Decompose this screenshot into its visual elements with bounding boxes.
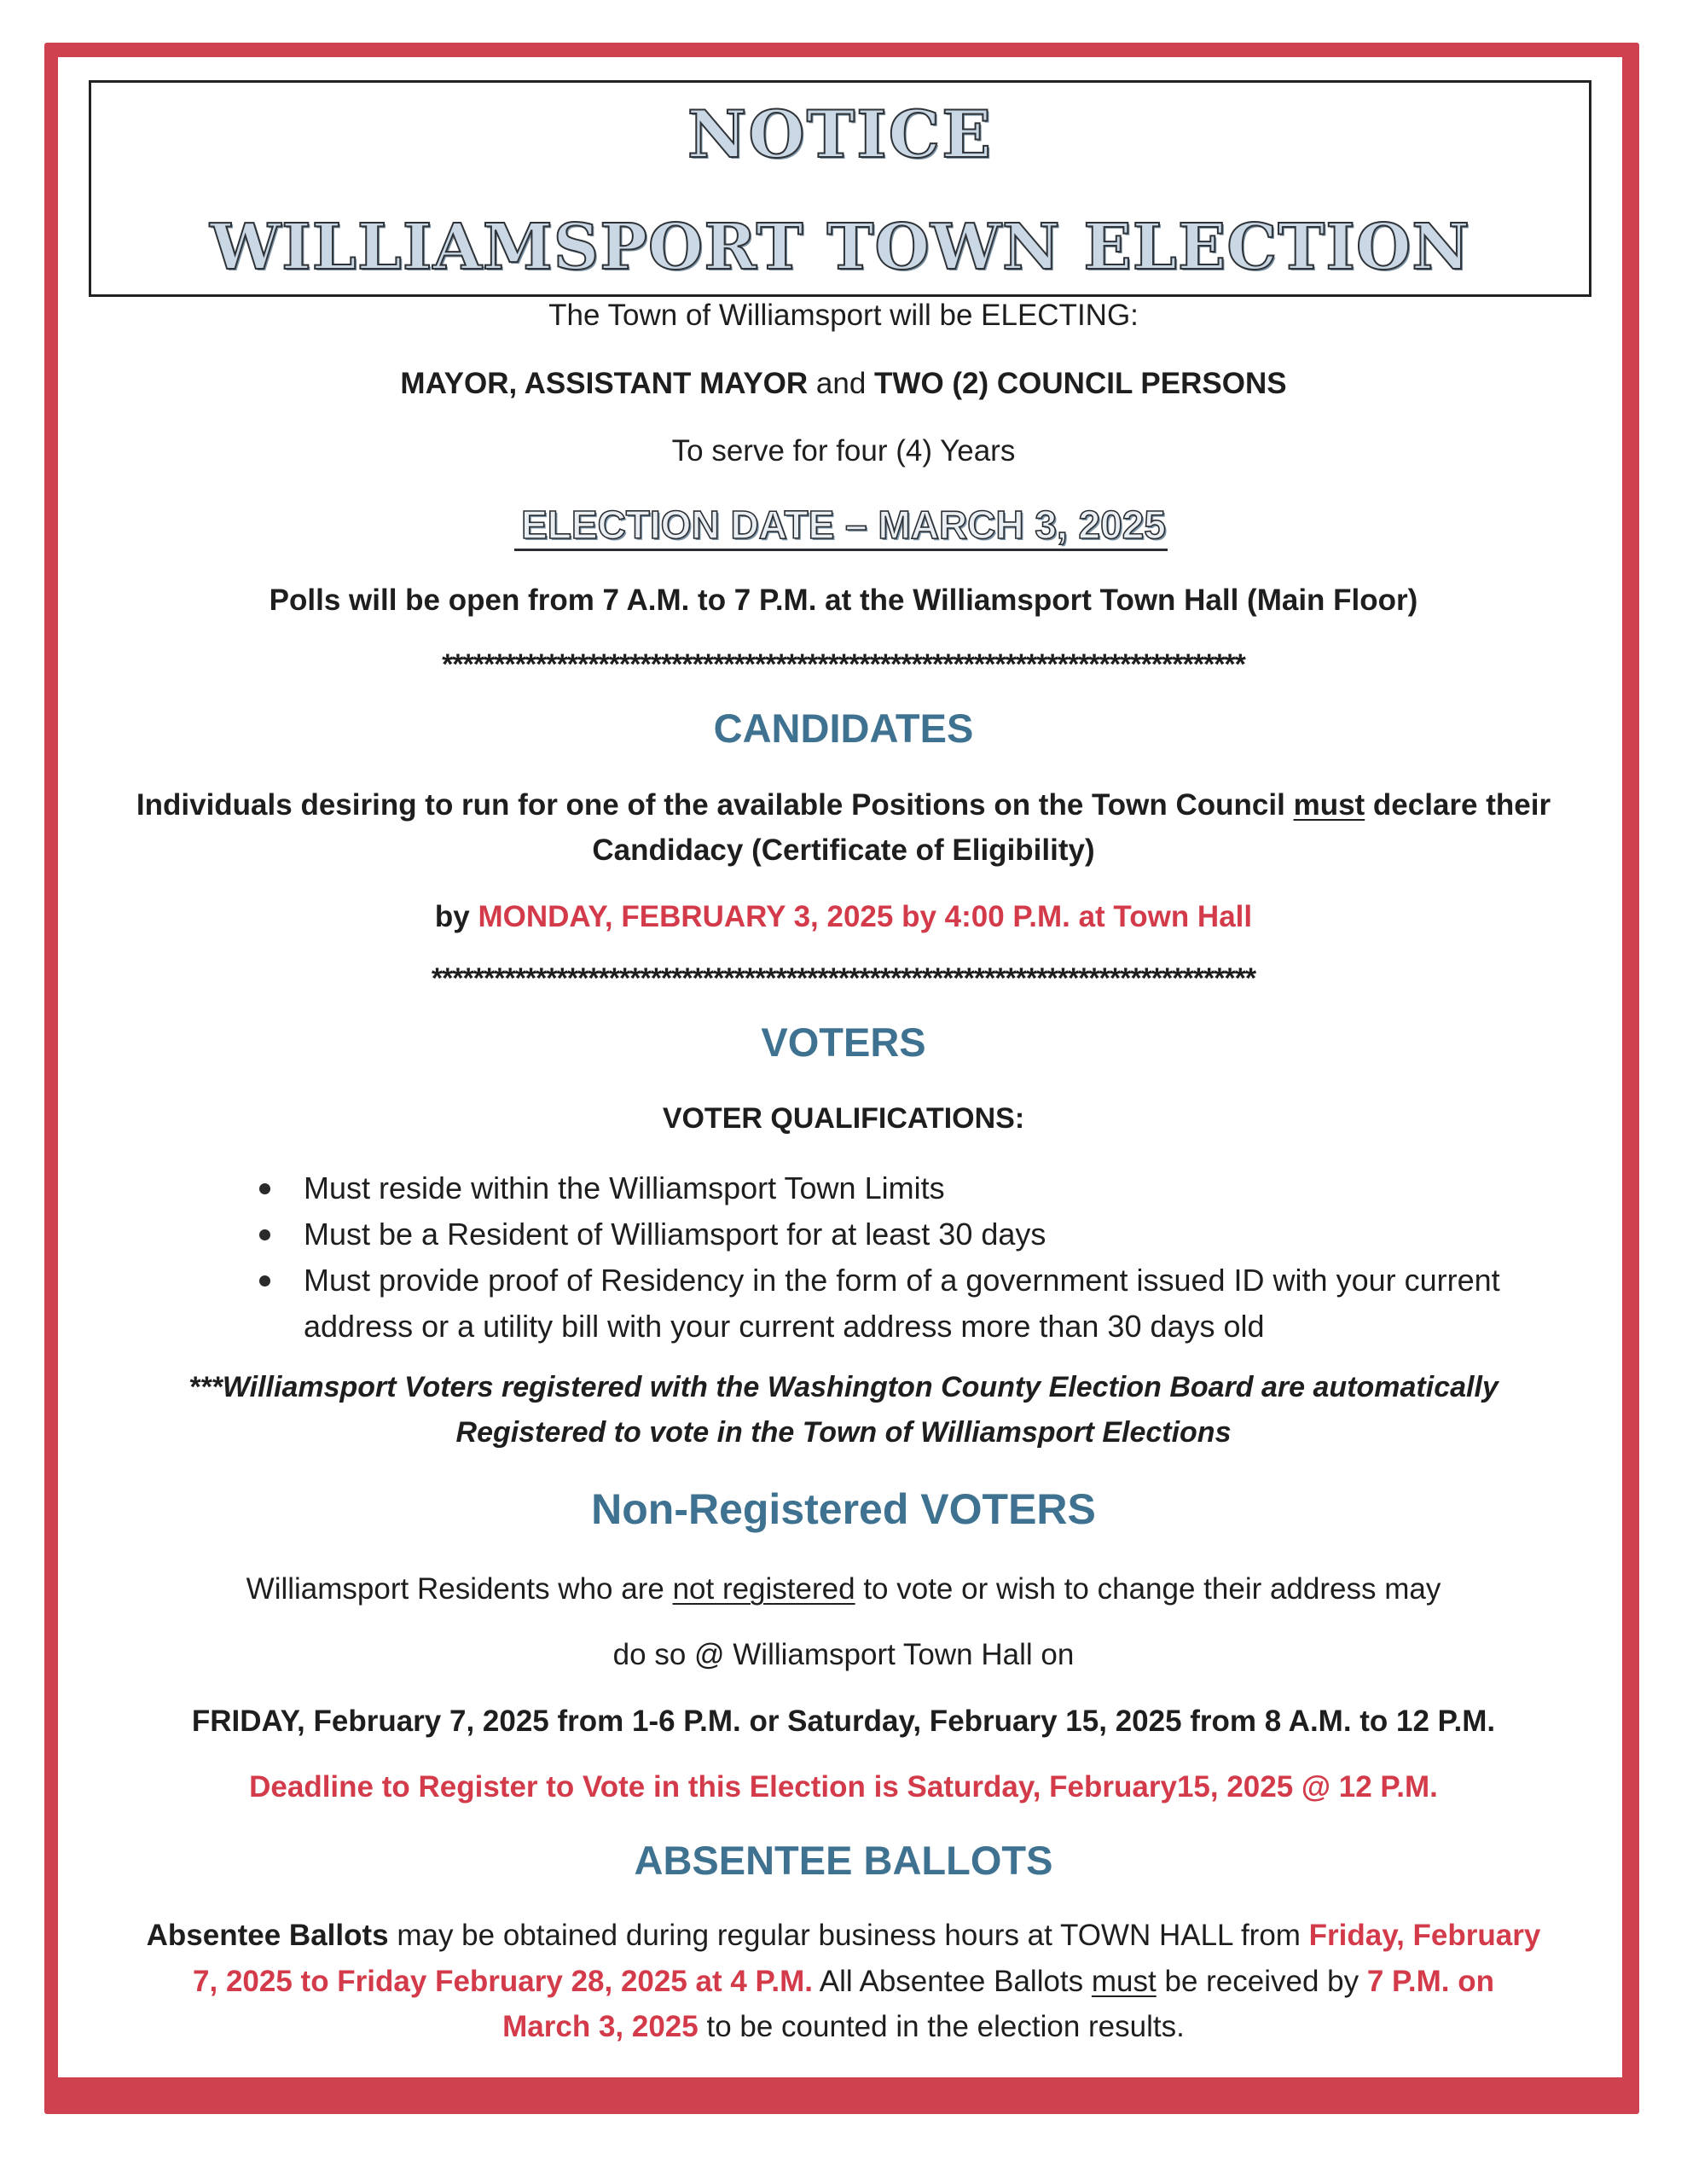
bullet-icon [259, 1229, 270, 1240]
list-item [256, 1258, 1569, 1350]
title-box [89, 80, 1591, 297]
registration-dates: FRIDAY, February 7, 2025 from 1-6 P.M. or Saturday, February 15, 2025 from 8 A.M. to 12 P.M. [191, 1705, 1496, 1738]
absentee-text-3: be received by [1156, 1965, 1367, 1998]
absentee-date-start: Friday, February [1308, 1919, 1541, 1952]
non-registered-text-a: Williamsport Residents who are [246, 1572, 673, 1606]
notice-title: NOTICE [687, 96, 994, 172]
absentee-heading: ABSENTEE BALLOTS [634, 1838, 1053, 1883]
star-divider-1: ***************************************************************************** [442, 648, 1245, 681]
voter-qualifications-list [256, 1165, 1569, 1350]
not-registered-text: not registered [672, 1572, 855, 1606]
bullet-icon [259, 1183, 270, 1194]
absentee-bold: Absentee Ballots [146, 1919, 389, 1952]
absentee-text-2: All Absentee Ballots [813, 1965, 1092, 1998]
candidates-text-a: Individuals desiring to run for one of the available Positions on the Town Council [136, 788, 1294, 822]
registration-deadline: Deadline to Register to Vote in this Election is Saturday, February15, 2025 @ 12 P.M. [249, 1770, 1438, 1804]
positions-and: and [808, 367, 875, 400]
absentee-date-range: 7, 2025 to Friday February 28, 2025 at 4 P.M. [193, 1965, 813, 1998]
registered-note-line-2: Registered to vote in the Town of Williamsport Elections [455, 1416, 1232, 1449]
polls-line: Polls will be open from 7 A.M. to 7 P.M. at the Williamsport Town Hall (Main Floor) [269, 584, 1418, 617]
candidates-text-b: declare their [1365, 788, 1551, 822]
qualification-text: Must provide proof of Residency in the form of a government issued ID with your current address or a utility bill with your current address more than 30 days old [304, 1263, 1500, 1344]
star-divider-2: ******************************************************************************* [431, 962, 1256, 995]
candidates-heading: CANDIDATES [713, 706, 974, 751]
candidates-line-1 [0, 790, 1687, 820]
election-date-underline [514, 549, 1168, 551]
list-item [256, 1211, 1569, 1258]
registered-note-line-1: ***Williamsport Voters registered with the Washington County Election Board are automatically [188, 1371, 1499, 1403]
positions-part1: MAYOR, ASSISTANT MAYOR [400, 367, 809, 400]
candidates-deadline: MONDAY, FEBRUARY 3, 2025 by 4:00 P.M. at Town Hall [478, 900, 1253, 933]
absentee-must: must [1091, 1965, 1157, 1998]
positions-line [0, 369, 1687, 398]
candidates-must: must [1293, 788, 1365, 822]
election-title: WILLIAMSPORT TOWN ELECTION [210, 211, 1470, 284]
term-line: To serve for four (4) Years [671, 434, 1016, 468]
absentee-line-3 [0, 2012, 1687, 2042]
voter-qualifications-heading: VOTER QUALIFICATIONS: [662, 1102, 1025, 1135]
non-registered-line-2: do so @ Williamsport Town Hall on [612, 1638, 1075, 1671]
list-item [256, 1165, 1569, 1211]
non-registered-text-b: to vote or wish to change their address may [855, 1572, 1441, 1606]
absentee-text-1: may be obtained during regular business hours at TOWN HALL from [388, 1919, 1309, 1952]
candidates-deadline-line [0, 902, 1687, 932]
absentee-election-date: March 3, 2025 [502, 2010, 699, 2043]
qualification-text: Must reside within the Williamsport Town Limits [304, 1170, 945, 1205]
electing-intro: The Town of Williamsport will be ELECTING: [548, 299, 1139, 332]
deadline-prefix: by [434, 900, 478, 933]
non-registered-line-1 [0, 1574, 1687, 1604]
qualification-text: Must be a Resident of Williamsport for at least 30 days [304, 1217, 1046, 1252]
absentee-time: 7 P.M. on [1366, 1965, 1494, 1998]
positions-part2: TWO (2) COUNCIL PERSONS [874, 367, 1287, 400]
voters-heading: VOTERS [761, 1019, 926, 1065]
candidates-line-2: Candidacy (Certificate of Eligibility) [592, 834, 1095, 867]
absentee-text-4: to be counted in the election results. [698, 2010, 1185, 2043]
absentee-line-2 [0, 1966, 1687, 1996]
absentee-line-1 [0, 1920, 1687, 1950]
election-date: ELECTION DATE – MARCH 3, 2025 [521, 502, 1166, 547]
bullet-icon [259, 1275, 270, 1287]
non-registered-heading: Non-Registered VOTERS [591, 1485, 1096, 1533]
